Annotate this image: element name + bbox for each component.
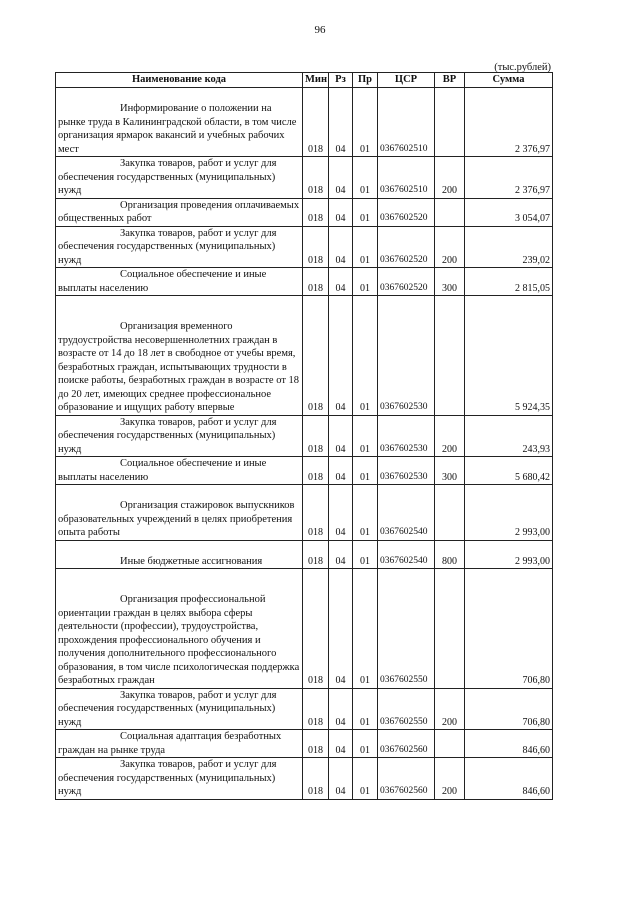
row-sum: 846,60 bbox=[465, 730, 553, 758]
row-pr: 01 bbox=[353, 688, 378, 730]
row-pr: 01 bbox=[353, 569, 378, 689]
row-sum: 2 815,05 bbox=[465, 268, 553, 296]
row-min: 018 bbox=[303, 415, 329, 457]
row-min: 018 bbox=[303, 88, 329, 157]
table-row bbox=[56, 268, 553, 296]
row-vr: 200 bbox=[435, 157, 465, 199]
row-rz: 04 bbox=[329, 457, 353, 485]
row-name: Закупка товаров, работ и услуг для обеспечения государственных (муниципальных) нужд bbox=[56, 688, 303, 730]
row-min: 018 bbox=[303, 540, 329, 569]
row-vr: 800 bbox=[435, 540, 465, 569]
row-vr: 300 bbox=[435, 268, 465, 296]
row-csr: 0367602560 bbox=[378, 758, 435, 800]
row-sum: 239,02 bbox=[465, 226, 553, 268]
row-rz: 04 bbox=[329, 157, 353, 199]
row-csr: 0367602550 bbox=[378, 688, 435, 730]
header-rz: Рз bbox=[329, 73, 353, 88]
row-min: 018 bbox=[303, 569, 329, 689]
table-row bbox=[56, 415, 553, 457]
row-min: 018 bbox=[303, 226, 329, 268]
row-rz: 04 bbox=[329, 688, 353, 730]
table-row bbox=[56, 296, 553, 416]
row-min: 018 bbox=[303, 268, 329, 296]
row-sum: 2 376,97 bbox=[465, 88, 553, 157]
row-sum: 243,93 bbox=[465, 415, 553, 457]
row-min: 018 bbox=[303, 730, 329, 758]
row-pr: 01 bbox=[353, 198, 378, 226]
row-vr: 300 bbox=[435, 457, 465, 485]
row-rz: 04 bbox=[329, 540, 353, 569]
table-row bbox=[56, 457, 553, 485]
row-pr: 01 bbox=[353, 540, 378, 569]
row-vr bbox=[435, 485, 465, 541]
row-pr: 01 bbox=[353, 88, 378, 157]
row-sum: 2 993,00 bbox=[465, 540, 553, 569]
table-row bbox=[56, 226, 553, 268]
row-name: Иные бюджетные ассигнования bbox=[56, 540, 303, 569]
table-row bbox=[56, 688, 553, 730]
row-min: 018 bbox=[303, 157, 329, 199]
row-rz: 04 bbox=[329, 226, 353, 268]
row-sum: 706,80 bbox=[465, 569, 553, 689]
row-min: 018 bbox=[303, 758, 329, 800]
row-sum: 3 054,07 bbox=[465, 198, 553, 226]
row-pr: 01 bbox=[353, 226, 378, 268]
header-vr: ВР bbox=[435, 73, 465, 88]
row-sum: 2 376,97 bbox=[465, 157, 553, 199]
row-csr: 0367602550 bbox=[378, 569, 435, 689]
row-pr: 01 bbox=[353, 730, 378, 758]
header-csr: ЦСР bbox=[378, 73, 435, 88]
row-csr: 0367602520 bbox=[378, 268, 435, 296]
row-sum: 846,60 bbox=[465, 758, 553, 800]
budget-table bbox=[55, 72, 553, 800]
row-rz: 04 bbox=[329, 730, 353, 758]
row-csr: 0367602520 bbox=[378, 198, 435, 226]
row-pr: 01 bbox=[353, 485, 378, 541]
row-min: 018 bbox=[303, 485, 329, 541]
row-vr: 200 bbox=[435, 758, 465, 800]
row-csr: 0367602540 bbox=[378, 485, 435, 541]
row-sum: 706,80 bbox=[465, 688, 553, 730]
row-name: Закупка товаров, работ и услуг для обеспечения государственных (муниципальных) нужд bbox=[56, 226, 303, 268]
row-rz: 04 bbox=[329, 268, 353, 296]
row-pr: 01 bbox=[353, 268, 378, 296]
row-name: Социальная адаптация безработных граждан на рынке труда bbox=[56, 730, 303, 758]
row-vr bbox=[435, 198, 465, 226]
row-min: 018 bbox=[303, 457, 329, 485]
row-name: Организация стажировок выпускников образовательных учреждений в целях приобретения опыта работы bbox=[56, 485, 303, 541]
row-vr bbox=[435, 88, 465, 157]
row-pr: 01 bbox=[353, 415, 378, 457]
row-name: Закупка товаров, работ и услуг для обеспечения государственных (муниципальных) нужд bbox=[56, 157, 303, 199]
row-name: Организация проведения оплачиваемых общественных работ bbox=[56, 198, 303, 226]
row-min: 018 bbox=[303, 296, 329, 416]
table-row bbox=[56, 540, 553, 569]
row-csr: 0367602540 bbox=[378, 540, 435, 569]
row-vr: 200 bbox=[435, 688, 465, 730]
row-pr: 01 bbox=[353, 457, 378, 485]
row-name: Социальное обеспечение и иные выплаты населению bbox=[56, 457, 303, 485]
row-csr: 0367602530 bbox=[378, 415, 435, 457]
row-name: Закупка товаров, работ и услуг для обеспечения государственных (муниципальных) нужд bbox=[56, 415, 303, 457]
row-min: 018 bbox=[303, 198, 329, 226]
row-vr: 200 bbox=[435, 226, 465, 268]
row-vr: 200 bbox=[435, 415, 465, 457]
row-csr: 0367602560 bbox=[378, 730, 435, 758]
row-name: Организация профессиональной ориентации граждан в целях выбора сферы деятельности (профессии), трудоустройства, прохождения профессионального обучения и получения дополнительного профессионального образования, в том числе психологическая поддержка безработных граждан bbox=[56, 569, 303, 689]
table-row bbox=[56, 198, 553, 226]
row-rz: 04 bbox=[329, 88, 353, 157]
row-csr: 0367602510 bbox=[378, 88, 435, 157]
row-pr: 01 bbox=[353, 157, 378, 199]
table-row bbox=[56, 730, 553, 758]
table-header-row bbox=[56, 73, 553, 88]
row-rz: 04 bbox=[329, 415, 353, 457]
row-rz: 04 bbox=[329, 198, 353, 226]
row-rz: 04 bbox=[329, 485, 353, 541]
row-csr: 0367602520 bbox=[378, 226, 435, 268]
header-pr: Пр bbox=[353, 73, 378, 88]
header-sum: Сумма bbox=[465, 73, 553, 88]
row-name: Информирование о положении на рынке труда в Калининградской области, в том числе организация ярмарок вакансий и учебных рабочих мест bbox=[56, 88, 303, 157]
row-sum: 5 680,42 bbox=[465, 457, 553, 485]
row-rz: 04 bbox=[329, 758, 353, 800]
row-csr: 0367602530 bbox=[378, 296, 435, 416]
row-sum: 2 993,00 bbox=[465, 485, 553, 541]
row-name: Закупка товаров, работ и услуг для обеспечения государственных (муниципальных) нужд bbox=[56, 758, 303, 800]
row-rz: 04 bbox=[329, 569, 353, 689]
page-number: 96 bbox=[314, 24, 326, 36]
table-row bbox=[56, 485, 553, 541]
row-pr: 01 bbox=[353, 296, 378, 416]
row-csr: 0367602510 bbox=[378, 157, 435, 199]
header-min: Мин bbox=[303, 73, 329, 88]
row-vr bbox=[435, 730, 465, 758]
header-name: Наименование кода bbox=[56, 73, 303, 88]
row-rz: 04 bbox=[329, 296, 353, 416]
row-vr bbox=[435, 296, 465, 416]
table-row bbox=[56, 88, 553, 157]
row-vr bbox=[435, 569, 465, 689]
row-name: Организация временного трудоустройства несовершеннолетних граждан в возрасте от 14 до 18 лет в свободное от учебы время, безработных граждан, испытывающих трудности в поиске работы, безработных граждан в возрасте от 18 до 20 лет, имеющих среднее профессиональное образование и ищущих работу впервые bbox=[56, 296, 303, 416]
table-row bbox=[56, 758, 553, 800]
row-csr: 0367602530 bbox=[378, 457, 435, 485]
table-row bbox=[56, 569, 553, 689]
table-row bbox=[56, 157, 553, 199]
unit-label: (тыс.рублей) bbox=[494, 62, 551, 73]
row-min: 018 bbox=[303, 688, 329, 730]
row-pr: 01 bbox=[353, 758, 378, 800]
row-name: Социальное обеспечение и иные выплаты населению bbox=[56, 268, 303, 296]
row-sum: 5 924,35 bbox=[465, 296, 553, 416]
